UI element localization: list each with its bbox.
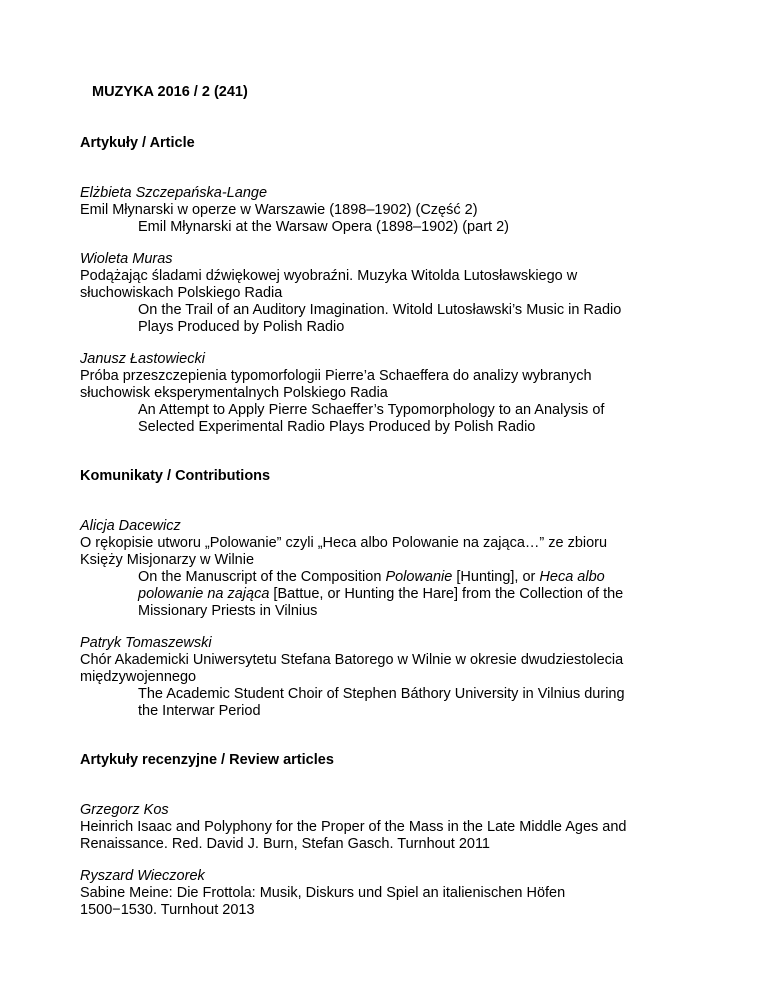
entry-title-en: An Attempt to Apply Pierre Schaeffer’s Typomorphology to an Analysis of (138, 402, 605, 418)
entry-title-pl: Renaissance. Red. David J. Burn, Stefan Gasch. Turnhout 2011 (80, 836, 490, 852)
entry-author: Patryk Tomaszewski (80, 635, 212, 651)
journal-header: MUZYKA 2016 / 2 (241) (92, 84, 248, 100)
entry-author: Grzegorz Kos (80, 802, 169, 818)
entry-title-pl: Heinrich Isaac and Polyphony for the Proper of the Mass in the Late Middle Ages and (80, 819, 627, 835)
entry-title-pl: Księży Misjonarzy w Wilnie (80, 552, 255, 568)
entry-title-pl: Próba przeszczepienia typomorfologii Pierre’a Schaeffera do analizy wybranych (80, 368, 592, 384)
entry-title-pl: O rękopisie utworu „Polowanie” czyli „Heca albo Polowanie na zająca…” ze zbioru (80, 535, 608, 551)
entry-title-en: polowanie na zająca [Battue, or Hunting the Hare] from the Collection of the (138, 586, 624, 602)
entry-title-pl: Emil Młynarski w operze w Warszawie (1898–1902) (Część 2) (80, 202, 478, 218)
entry-title-pl: Podążając śladami dźwiękowej wyobraźni. Muzyka Witolda Lutosławskiego w (80, 268, 578, 284)
entry-title-en: Selected Experimental Radio Plays Produced by Polish Radio (138, 419, 536, 435)
entry-title-pl: słuchowiskach Polskiego Radia (80, 285, 283, 301)
entry-author: Alicja Dacewicz (80, 518, 181, 534)
section-heading-review-articles: Artykuły recenzyjne / Review articles (80, 752, 334, 768)
section-heading-articles: Artykuły / Article (80, 135, 195, 151)
entry-title-en: On the Trail of an Auditory Imagination. Witold Lutosławski’s Music in Radio (138, 302, 622, 318)
entry-author: Wioleta Muras (80, 251, 173, 267)
entry-title-pl: Sabine Meine: Die Frottola: Musik, Diskurs und Spiel an italienischen Höfen (80, 885, 566, 901)
entry-title-en: On the Manuscript of the Composition Polowanie [Hunting], or Heca albo (138, 569, 605, 585)
entry-author: Janusz Łastowiecki (80, 351, 205, 367)
entry-title-en: Plays Produced by Polish Radio (138, 319, 345, 335)
entry-author: Elżbieta Szczepańska-Lange (80, 185, 268, 201)
entry-title-en: The Academic Student Choir of Stephen Báthory University in Vilnius during (138, 686, 625, 702)
entry-title-pl: 1500−1530. Turnhout 2013 (80, 902, 255, 918)
section-heading-contributions: Komunikaty / Contributions (80, 468, 271, 484)
entry-author: Ryszard Wieczorek (80, 868, 205, 884)
entry-title-pl: międzywojennego (80, 669, 197, 685)
entry-title-en: Emil Młynarski at the Warsaw Opera (1898–1902) (part 2) (138, 219, 509, 235)
entry-title-en: the Interwar Period (138, 703, 261, 719)
entry-title-pl: Chór Akademicki Uniwersytetu Stefana Batorego w Wilnie w okresie dwudziestolecia (80, 652, 624, 668)
entry-title-pl: słuchowisk eksperymentalnych Polskiego Radia (80, 385, 388, 401)
entry-title-en: Missionary Priests in Vilnius (138, 603, 318, 619)
